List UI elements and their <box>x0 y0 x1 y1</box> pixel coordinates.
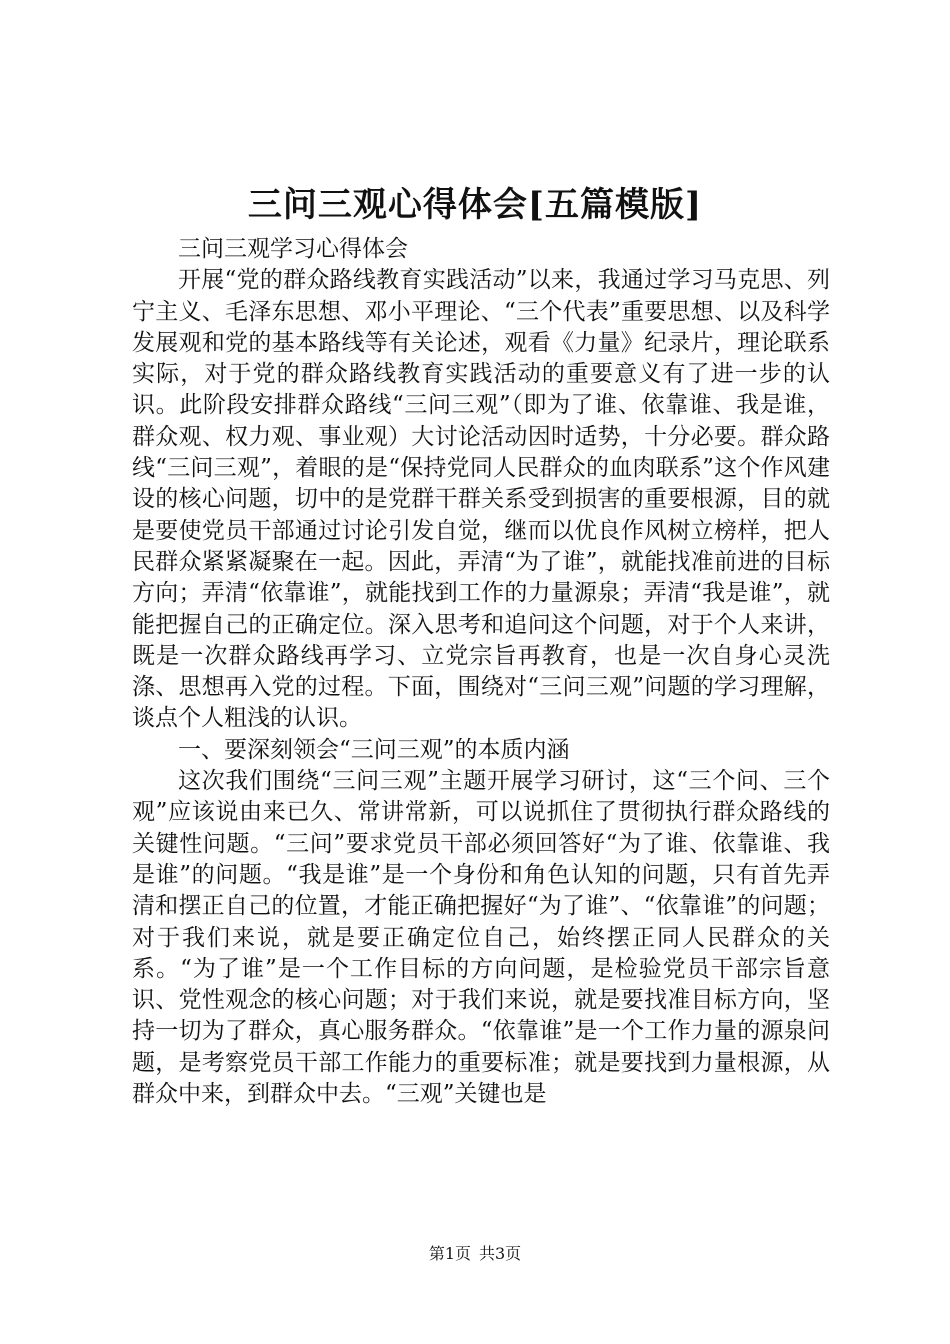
document-body <box>132 234 830 1110</box>
intro-paragraph: 开展“党的群众路线教育实践活动”以来，我通过学习马克思、列宁主义、毛泽东思想、邓小平理论、“三个代表”重要思想、以及科学发展观和党的基本路线等有关论述，观看《力量》纪录片，理论联系实际，对于党的群众路线教育实践活动的重要意义有了进一步的认识。此阶段安排群众路线“三问三观”（即为了谁、依靠谁、我是谁，群众观、权力观、事业观）大讨论活动因时适势，十分必要。群众路线“三问三观”，着眼的是“保持党同人民群众的血肉联系”这个作风建设的核心问题，切中的是党群干群关系受到损害的重要根源，目的就是要使党员干部通过讨论引发自觉，继而以优良作风树立榜样，把人民群众紧紧凝聚在一起。因此，弄清“为了谁”，就能找准前进的目标方向；弄清“依靠谁”，就能找到工作的力量源泉；弄清“我是谁”，就能把握自己的正确定位。深入思考和追问这个问题，对于个人来讲，既是一次群众路线再学习、立党宗旨再教育，也是一次自身心灵洗涤、思想再入党的过程。下面，围绕对“三问三观”问题的学习理解，谈点个人粗浅的认识。 <box>132 267 830 732</box>
section-paragraph: 这次我们围绕“三问三观”主题开展学习研讨，这“三个问、三个观”应该说由来已久、常讲常新，可以说抓住了贯彻执行群众路线的关键性问题。“三问”要求党员干部必须回答好“为了谁、依靠谁、我是谁”的问题。“我是谁”是一个身份和角色认知的问题，只有首先弄清和摆正自己的位置，才能正确把握好“为了谁”、“依靠谁”的问题；对于我们来说，就是要正确定位自己，始终摆正同人民群众的关系。“为了谁”是一个工作目标的方向问题，是检验党员干部宗旨意识、党性观念的核心问题；对于我们来说，就是要找准目标方向，坚持一切为了群众，真心服务群众。“依靠谁”是一个工作力量的源泉问题，是考察党员干部工作能力的重要标准；就是要找到力量根源，从群众中来，到群众中去。“三观”关键也是 <box>132 768 830 1108</box>
page-footer <box>0 1244 950 1264</box>
page-number: 第1页 <box>428 1244 471 1263</box>
subtitle-paragraph: 三问三观学习心得体会 <box>178 236 408 262</box>
document-title: 三问三观心得体会[五篇模版] <box>247 185 703 225</box>
page-total: 共3页 <box>479 1244 522 1263</box>
section-heading: 一、要深刻领会“三问三观”的本质内涵 <box>178 736 570 763</box>
